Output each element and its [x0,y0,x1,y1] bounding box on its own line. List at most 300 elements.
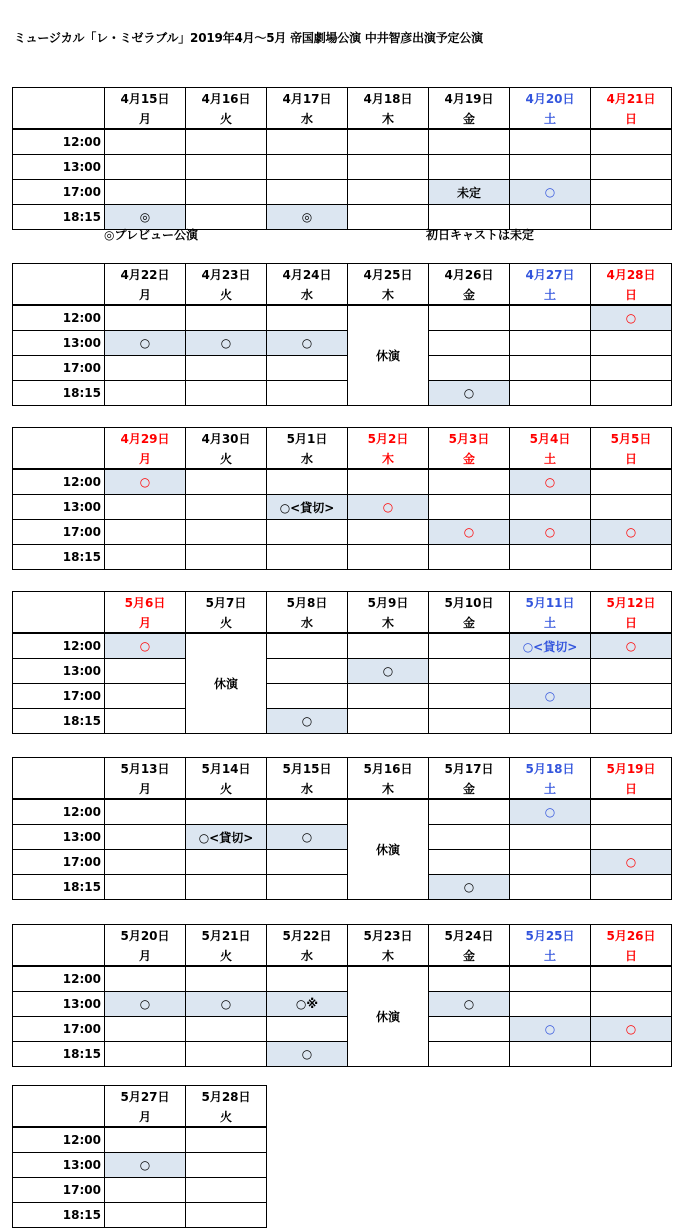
time-label: 17:00 [13,520,105,545]
slot-cell [429,356,510,381]
time-label: 12:00 [13,305,105,331]
corner-cell [13,1086,105,1107]
slot-cell [348,155,429,180]
slot-cell [429,305,510,331]
performance-cell: ○ [105,469,186,495]
rest-cell: 休演 [348,799,429,900]
slot-cell [429,850,510,875]
performance-cell: ○ [267,825,348,850]
performance-cell: 未定 [429,180,510,205]
slot-cell [510,305,591,331]
date-cell: 5月18日 [510,758,591,779]
week-table [12,591,672,734]
performance-cell: ○ [591,1017,672,1042]
slot-cell [510,545,591,570]
date-cell: 4月27日 [510,264,591,285]
slot-cell [510,155,591,180]
rest-cell: 休演 [348,305,429,406]
slot-cell [105,180,186,205]
performance-cell: ○※ [267,992,348,1017]
slot-cell [105,1042,186,1067]
date-cell: 4月20日 [510,88,591,109]
date-cell: 4月26日 [429,264,510,285]
slot-cell [267,381,348,406]
date-cell: 5月9日 [348,592,429,613]
time-label: 17:00 [13,180,105,205]
weekday-cell: 金 [429,778,510,799]
slot-cell [591,659,672,684]
performance-cell: ○ [348,495,429,520]
corner-cell [13,88,105,109]
slot-cell [591,825,672,850]
weekday-cell: 土 [510,108,591,129]
time-label: 12:00 [13,469,105,495]
weekday-cell: 月 [105,778,186,799]
corner-cell [13,448,105,469]
slot-cell [591,205,672,230]
corner-cell [13,108,105,129]
slot-cell [105,381,186,406]
time-label: 12:00 [13,1127,105,1153]
slot-cell [429,129,510,155]
weekday-cell: 月 [105,612,186,633]
slot-cell [186,799,267,825]
slot-cell [105,684,186,709]
slot-cell [429,545,510,570]
slot-cell [510,659,591,684]
slot-cell [267,545,348,570]
time-label: 13:00 [13,495,105,520]
date-cell: 5月19日 [591,758,672,779]
slot-cell [186,469,267,495]
date-cell: 5月16日 [348,758,429,779]
performance-cell: ○ [591,520,672,545]
weekday-cell: 火 [186,612,267,633]
time-label: 18:15 [13,205,105,230]
slot-cell [429,709,510,734]
performance-cell: ○ [429,992,510,1017]
time-label: 17:00 [13,850,105,875]
corner-cell [13,1106,105,1127]
performance-cell: ○ [267,709,348,734]
corner-cell [13,778,105,799]
slot-cell [105,129,186,155]
weekday-cell: 日 [591,945,672,966]
performance-cell: ○ [591,633,672,659]
performance-cell: ○ [591,305,672,331]
performance-cell: ○<貸切> [186,825,267,850]
weekday-cell: 水 [267,108,348,129]
slot-cell [591,469,672,495]
performance-cell: ○ [348,659,429,684]
slot-cell [591,155,672,180]
date-cell: 5月13日 [105,758,186,779]
weekday-cell: 金 [429,108,510,129]
slot-cell [105,875,186,900]
slot-cell [591,875,672,900]
date-cell: 5月4日 [510,428,591,449]
corner-cell [13,758,105,779]
date-cell: 5月15日 [267,758,348,779]
slot-cell [105,1127,186,1153]
weekday-cell: 土 [510,448,591,469]
weekday-cell: 火 [186,448,267,469]
slot-cell [267,469,348,495]
weekday-cell: 木 [348,448,429,469]
date-cell: 4月25日 [348,264,429,285]
date-cell: 4月15日 [105,88,186,109]
slot-cell [186,1153,267,1178]
slot-cell [105,825,186,850]
slot-cell [510,992,591,1017]
slot-cell [348,633,429,659]
date-cell: 5月21日 [186,925,267,946]
rest-cell: 休演 [348,966,429,1067]
date-cell: 5月20日 [105,925,186,946]
rest-cell: 休演 [186,633,267,734]
slot-cell [510,381,591,406]
date-cell: 5月5日 [591,428,672,449]
performance-cell: ○ [105,1153,186,1178]
date-cell: 5月8日 [267,592,348,613]
time-label: 13:00 [13,1153,105,1178]
slot-cell [267,966,348,992]
weekday-cell: 日 [591,284,672,305]
date-cell: 4月16日 [186,88,267,109]
date-cell: 5月3日 [429,428,510,449]
slot-cell [186,850,267,875]
weekday-cell: 月 [105,448,186,469]
slot-cell [267,1017,348,1042]
corner-cell [13,592,105,613]
slot-cell [186,1017,267,1042]
slot-cell [105,545,186,570]
slot-cell [186,520,267,545]
performance-cell: ○ [186,992,267,1017]
slot-cell [591,356,672,381]
page-title: ミュージカル「レ・ミゼラブル」2019年4月〜5月 帝国劇場公演 中井智彦出演予定公演 [14,31,483,45]
slot-cell [348,684,429,709]
slot-cell [105,495,186,520]
time-label: 17:00 [13,1178,105,1203]
slot-cell [186,875,267,900]
date-cell: 5月2日 [348,428,429,449]
date-cell: 5月7日 [186,592,267,613]
slot-cell [186,381,267,406]
weekday-cell: 金 [429,612,510,633]
week-table [12,87,672,230]
date-cell: 4月23日 [186,264,267,285]
slot-cell [510,356,591,381]
slot-cell [186,966,267,992]
performance-cell: ○ [510,469,591,495]
time-label: 13:00 [13,659,105,684]
performance-cell: ○ [105,992,186,1017]
slot-cell [267,305,348,331]
date-cell: 5月22日 [267,925,348,946]
slot-cell [267,356,348,381]
weekday-cell: 火 [186,108,267,129]
weekday-cell: 月 [105,284,186,305]
date-cell: 4月18日 [348,88,429,109]
corner-cell [13,284,105,305]
slot-cell [267,129,348,155]
performance-cell: ○ [510,799,591,825]
weekday-cell: 土 [510,284,591,305]
performance-cell: ○ [267,331,348,356]
slot-cell [510,495,591,520]
weekday-cell: 木 [348,108,429,129]
time-label: 17:00 [13,356,105,381]
slot-cell [591,992,672,1017]
date-cell: 4月21日 [591,88,672,109]
slot-cell [429,684,510,709]
slot-cell [510,966,591,992]
slot-cell [510,875,591,900]
slot-cell [591,545,672,570]
slot-cell [186,180,267,205]
slot-cell [429,799,510,825]
weekday-cell: 火 [186,1106,267,1127]
slot-cell [105,1203,186,1228]
weekday-cell: 日 [591,612,672,633]
slot-cell [186,495,267,520]
date-cell: 4月19日 [429,88,510,109]
slot-cell [348,205,429,230]
weekday-cell: 土 [510,778,591,799]
slot-cell [591,799,672,825]
weekday-cell: 日 [591,448,672,469]
slot-cell [105,155,186,180]
slot-cell [267,180,348,205]
time-label: 12:00 [13,129,105,155]
slot-cell [591,129,672,155]
date-cell: 5月17日 [429,758,510,779]
slot-cell [348,129,429,155]
date-cell: 4月29日 [105,428,186,449]
slot-cell [105,1178,186,1203]
slot-cell [267,520,348,545]
date-cell: 4月28日 [591,264,672,285]
time-label: 18:15 [13,709,105,734]
performance-cell: ○ [105,633,186,659]
weekday-cell: 水 [267,778,348,799]
slot-cell [186,1127,267,1153]
weekday-cell: 日 [591,778,672,799]
slot-cell [186,1203,267,1228]
time-label: 18:15 [13,545,105,570]
slot-cell [591,966,672,992]
time-label: 13:00 [13,331,105,356]
slot-cell [267,155,348,180]
date-cell: 4月17日 [267,88,348,109]
corner-cell [13,428,105,449]
week-table [12,924,672,1067]
performance-cell: ○ [267,1042,348,1067]
slot-cell [591,709,672,734]
slot-cell [105,659,186,684]
corner-cell [13,945,105,966]
slot-cell [510,709,591,734]
cast-note: 初日キャストは未定 [426,228,535,242]
performance-cell: ○ [186,331,267,356]
slot-cell [591,331,672,356]
date-cell: 5月23日 [348,925,429,946]
weekday-cell: 土 [510,612,591,633]
slot-cell [429,825,510,850]
date-cell: 4月22日 [105,264,186,285]
date-cell: 4月24日 [267,264,348,285]
slot-cell [348,180,429,205]
date-cell: 5月11日 [510,592,591,613]
date-cell: 5月24日 [429,925,510,946]
performance-cell: ○ [105,331,186,356]
slot-cell [591,381,672,406]
performance-cell: ○ [429,381,510,406]
slot-cell [186,545,267,570]
slot-cell [105,966,186,992]
date-cell: 4月30日 [186,428,267,449]
slot-cell [591,1042,672,1067]
time-label: 18:15 [13,875,105,900]
slot-cell [510,825,591,850]
slot-cell [591,684,672,709]
date-cell: 5月26日 [591,925,672,946]
corner-cell [13,925,105,946]
weekday-cell: 水 [267,284,348,305]
time-label: 12:00 [13,633,105,659]
week-table [12,427,672,570]
time-label: 13:00 [13,155,105,180]
date-cell: 5月14日 [186,758,267,779]
performance-cell: ○ [510,180,591,205]
slot-cell [429,1017,510,1042]
weekday-cell: 金 [429,945,510,966]
slot-cell [105,1017,186,1042]
weekday-cell: 木 [348,945,429,966]
slot-cell [591,495,672,520]
slot-cell [105,799,186,825]
slot-cell [348,709,429,734]
weekday-cell: 火 [186,778,267,799]
weekday-cell: 木 [348,612,429,633]
slot-cell [429,155,510,180]
time-label: 12:00 [13,966,105,992]
weekday-cell: 木 [348,284,429,305]
slot-cell [186,155,267,180]
weekday-cell: 木 [348,778,429,799]
slot-cell [591,180,672,205]
performance-cell: ○ [591,850,672,875]
date-cell: 5月27日 [105,1086,186,1107]
weekday-cell: 金 [429,284,510,305]
time-label: 18:15 [13,1042,105,1067]
weekday-cell: 水 [267,945,348,966]
date-cell: 5月10日 [429,592,510,613]
slot-cell [429,966,510,992]
slot-cell [510,129,591,155]
performance-cell: ○ [429,520,510,545]
slot-cell [105,305,186,331]
weekday-cell: 月 [105,108,186,129]
slot-cell [510,850,591,875]
slot-cell [105,709,186,734]
date-cell: 5月6日 [105,592,186,613]
slot-cell [186,356,267,381]
slot-cell [186,1042,267,1067]
time-label: 17:00 [13,1017,105,1042]
slot-cell [186,129,267,155]
slot-cell [186,1178,267,1203]
slot-cell [105,850,186,875]
date-cell: 5月25日 [510,925,591,946]
slot-cell [429,633,510,659]
slot-cell [267,799,348,825]
time-label: 17:00 [13,684,105,709]
weekday-cell: 水 [267,448,348,469]
slot-cell [267,684,348,709]
performance-cell: ○ [510,520,591,545]
slot-cell [348,469,429,495]
slot-cell [105,356,186,381]
time-label: 13:00 [13,992,105,1017]
slot-cell [510,331,591,356]
slot-cell [348,520,429,545]
date-cell: 5月12日 [591,592,672,613]
corner-cell [13,264,105,285]
slot-cell [429,469,510,495]
slot-cell [186,305,267,331]
time-label: 18:15 [13,1203,105,1228]
date-cell: 5月28日 [186,1086,267,1107]
slot-cell [105,520,186,545]
performance-cell: ○<貸切> [510,633,591,659]
week-table [12,263,672,406]
slot-cell [510,1042,591,1067]
weekday-cell: 月 [105,1106,186,1127]
performance-cell: ○ [510,1017,591,1042]
slot-cell [348,545,429,570]
weekday-cell: 火 [186,945,267,966]
slot-cell [267,659,348,684]
performance-cell: ○<貸切> [267,495,348,520]
date-cell: 5月1日 [267,428,348,449]
weekday-cell: 火 [186,284,267,305]
time-label: 18:15 [13,381,105,406]
weekday-cell: 月 [105,945,186,966]
time-label: 12:00 [13,799,105,825]
corner-cell [13,612,105,633]
weekday-cell: 金 [429,448,510,469]
slot-cell [429,659,510,684]
slot-cell [267,633,348,659]
performance-cell: ○ [429,875,510,900]
slot-cell [429,495,510,520]
weekday-cell: 土 [510,945,591,966]
week-table [12,1085,267,1228]
performance-cell: ◎ [267,205,348,230]
weekday-cell: 日 [591,108,672,129]
slot-cell [267,875,348,900]
weekday-cell: 水 [267,612,348,633]
time-label: 13:00 [13,825,105,850]
performance-cell: ◎ [105,205,186,230]
slot-cell [429,331,510,356]
week-table [12,757,672,900]
preview-note: ◎プレビュー公演 [104,228,198,242]
slot-cell [267,850,348,875]
performance-cell: ○ [510,684,591,709]
